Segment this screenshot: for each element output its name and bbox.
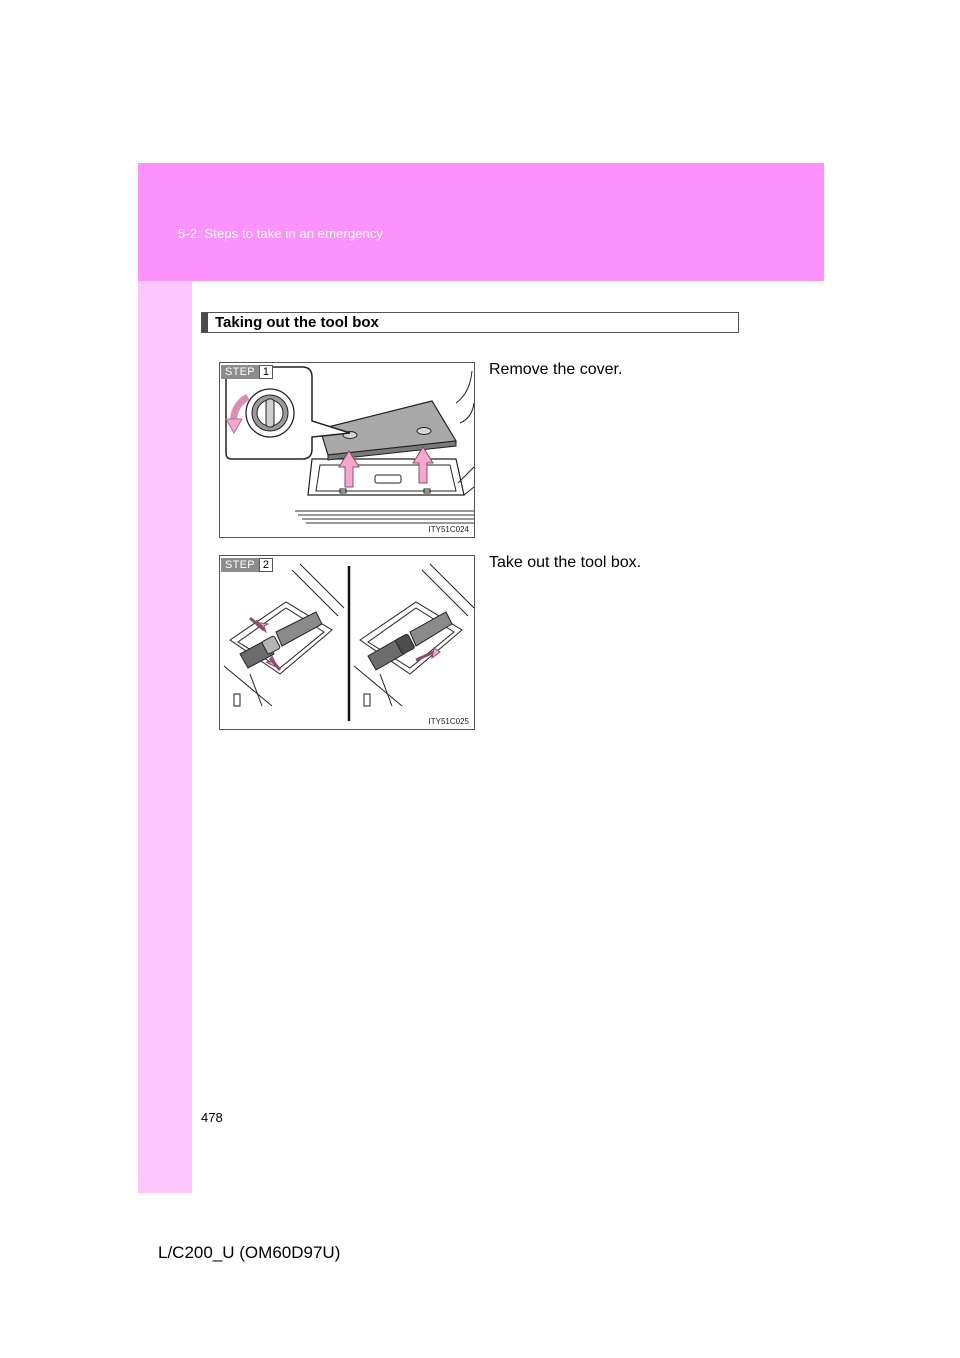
section-header: [201, 312, 739, 333]
step-1-text: Remove the cover.: [489, 361, 623, 378]
step-2-badge-word: STEP: [221, 558, 259, 572]
step-2-badge: [221, 558, 273, 572]
step-1-badge-number: 1: [259, 365, 273, 379]
step-1-figure: [219, 362, 475, 538]
footer-code: L/C200_U (OM60D97U): [158, 1243, 341, 1262]
section-header-bar: [202, 313, 208, 332]
step-2-figure-code: ITY51C025: [428, 717, 469, 726]
header-band: [138, 163, 824, 281]
section-title: Taking out the tool box: [215, 314, 379, 331]
step-1-badge: [221, 365, 273, 379]
step-1-badge-word: STEP: [221, 365, 259, 379]
page-number: 478: [201, 1110, 223, 1125]
tool-box-removal-illustration: [220, 556, 475, 730]
sidebar-strip: [138, 163, 192, 1193]
cover-removal-illustration: [220, 363, 475, 538]
step-2-figure: [219, 555, 475, 730]
chapter-label: 5-2. Steps to take in an emergency: [178, 226, 384, 241]
step-2-text: Take out the tool box.: [489, 554, 642, 571]
step-2-badge-number: 2: [259, 558, 273, 572]
step-1-figure-code: ITY51C024: [428, 525, 469, 534]
